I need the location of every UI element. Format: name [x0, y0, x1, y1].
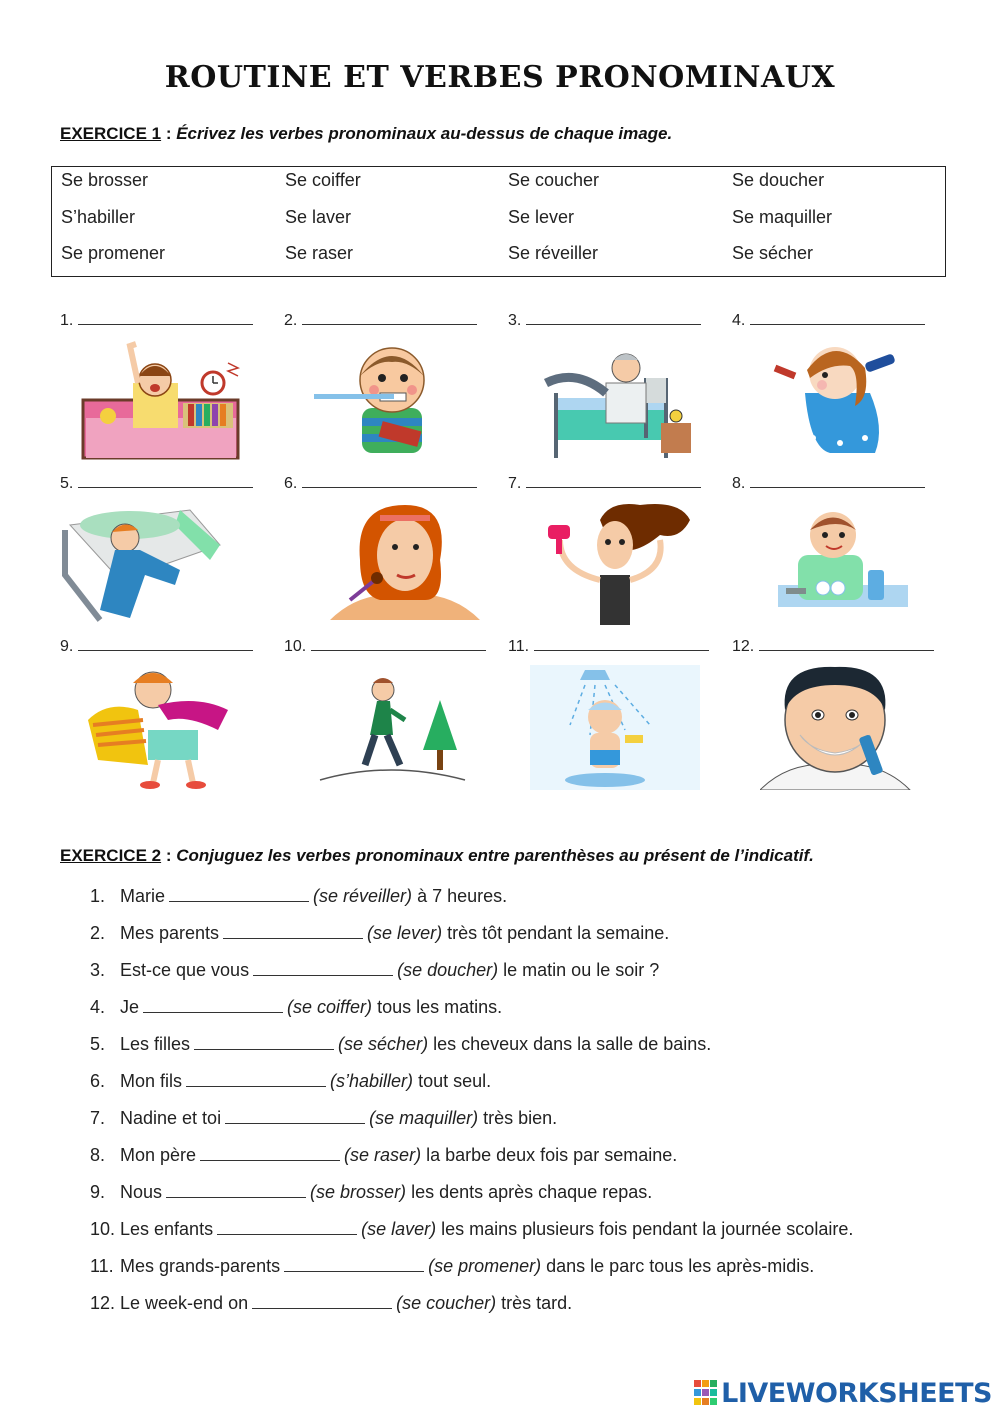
logo-text: LIVEWORKSHEETS	[721, 1377, 992, 1409]
sentence-verb: (se sécher)	[338, 1034, 429, 1054]
sentence-item	[90, 1070, 853, 1107]
answer-blank[interactable]	[166, 1181, 306, 1198]
answer-blank[interactable]	[253, 959, 393, 976]
answer-blank[interactable]	[78, 310, 253, 325]
sentence-verb: (se réveiller)	[313, 886, 413, 906]
sentence-verb: (se coiffer)	[287, 997, 373, 1017]
answer-blank[interactable]	[223, 922, 363, 939]
sentence-number: 7.	[90, 1108, 106, 1128]
answer-blank[interactable]	[78, 473, 253, 488]
exercise2-colon: :	[161, 846, 177, 865]
sentence-subject: Mes parents	[120, 923, 220, 943]
answer-blank[interactable]	[302, 473, 477, 488]
sentence-verb: (se brosser)	[310, 1182, 407, 1202]
word-bank-item: S’habiller	[61, 207, 136, 227]
sentence-item	[90, 959, 853, 996]
sentence-number: 3.	[90, 960, 106, 980]
item-number: 10.	[284, 638, 307, 655]
answer-blank[interactable]	[750, 473, 925, 488]
exercise1-label: EXERCICE 1	[60, 124, 162, 143]
item-number: 9.	[60, 638, 74, 655]
answer-item-8	[732, 473, 925, 493]
getting-up-illustration	[526, 338, 696, 463]
exercise2-label: EXERCICE 2	[60, 846, 162, 865]
sentence-rest: les mains plusieurs fois pendant la journée scolaire.	[441, 1219, 854, 1239]
sentence-subject: Les enfants	[120, 1219, 214, 1239]
answer-blank[interactable]	[200, 1144, 340, 1161]
item-number: 5.	[60, 475, 74, 492]
sentence-rest: à 7 heures.	[417, 886, 508, 906]
word-bank-item: Se maquiller	[732, 207, 833, 227]
exercise2-instruction: Conjuguez les verbes pronominaux entre parenthèses au présent de l’indicatif.	[176, 846, 814, 865]
word-bank-item: Se laver	[285, 207, 352, 227]
sentence-rest: tout seul.	[418, 1071, 492, 1091]
sentence-number: 5.	[90, 1034, 106, 1054]
sentence-item	[90, 1218, 853, 1255]
sentence-rest: le matin ou le soir ?	[503, 960, 660, 980]
answer-item-5	[60, 473, 253, 493]
makeup-illustration	[320, 500, 490, 625]
drying-hair-illustration	[540, 500, 710, 625]
sentence-number: 8.	[90, 1145, 106, 1165]
sentence-item	[90, 1033, 853, 1070]
word-bank	[51, 166, 946, 277]
sentence-rest: la barbe deux fois par semaine.	[426, 1145, 678, 1165]
sentence-verb: (se coucher)	[396, 1293, 497, 1313]
word-bank-item: Se doucher	[732, 170, 825, 190]
answer-blank[interactable]	[169, 885, 309, 902]
getting-dressed-illustration	[78, 665, 248, 790]
answer-blank[interactable]	[534, 636, 709, 651]
sentence-item	[90, 1144, 853, 1181]
sentence-number: 12.	[90, 1293, 116, 1313]
sentence-number: 2.	[90, 923, 106, 943]
sentence-rest: tous les matins.	[377, 997, 503, 1017]
exercise1-heading	[60, 124, 672, 144]
answer-blank[interactable]	[78, 636, 253, 651]
answer-blank[interactable]	[252, 1292, 392, 1309]
answer-item-12	[732, 636, 934, 656]
sentence-item	[90, 1292, 853, 1329]
exercise1-colon: :	[161, 124, 177, 143]
liveworksheets-logo[interactable]	[694, 1378, 992, 1408]
item-number: 2.	[284, 312, 298, 329]
item-number: 12.	[732, 638, 755, 655]
sentence-rest: les dents après chaque repas.	[411, 1182, 653, 1202]
answer-item-7	[508, 473, 701, 493]
exercise1-instruction: Écrivez les verbes pronominaux au-dessus de chaque image.	[176, 124, 673, 143]
walking-illustration	[305, 665, 475, 790]
item-number: 3.	[508, 312, 522, 329]
answer-blank[interactable]	[311, 636, 486, 651]
sentence-subject: Le week-end on	[120, 1293, 249, 1313]
word-bank-item: Se réveiller	[508, 243, 599, 263]
answer-item-10	[284, 636, 486, 656]
page-title: ROUTINE ET VERBES PRONOMINAUX	[164, 60, 836, 95]
sentence-subject: Nadine et toi	[120, 1108, 222, 1128]
answer-blank[interactable]	[302, 310, 477, 325]
sentence-rest: très bien.	[483, 1108, 558, 1128]
item-number: 7.	[508, 475, 522, 492]
sentence-verb: (se lever)	[367, 923, 443, 943]
sentence-verb: (se laver)	[361, 1219, 437, 1239]
item-number: 4.	[732, 312, 746, 329]
answer-blank[interactable]	[759, 636, 934, 651]
sentence-verb: (se maquiller)	[369, 1108, 479, 1128]
answer-item-2	[284, 310, 477, 330]
showering-illustration	[530, 665, 700, 790]
answer-blank[interactable]	[225, 1107, 365, 1124]
going-to-bed-illustration	[60, 500, 230, 625]
sentence-item	[90, 996, 853, 1033]
word-bank-item: Se raser	[285, 243, 354, 263]
sentence-subject: Marie	[120, 886, 166, 906]
sentence-verb: (se raser)	[344, 1145, 422, 1165]
word-bank-item: Se lever	[508, 207, 575, 227]
sentence-rest: très tôt pendant la semaine.	[447, 923, 670, 943]
brushing-hair-illustration	[770, 338, 940, 463]
word-bank-item: Se coucher	[508, 170, 600, 190]
answer-blank[interactable]	[526, 310, 701, 325]
sentence-number: 10.	[90, 1219, 116, 1239]
sentence-subject: Mes grands-parents	[120, 1256, 281, 1276]
sentence-number: 6.	[90, 1071, 106, 1091]
washing-hands-illustration	[768, 500, 938, 625]
answer-blank[interactable]	[284, 1255, 424, 1272]
answer-item-11	[508, 636, 709, 656]
sentence-rest: dans le parc tous les après-midis.	[546, 1256, 815, 1276]
exercise2-sentence-list	[90, 885, 853, 1329]
answer-blank[interactable]	[750, 310, 925, 325]
answer-item-3	[508, 310, 701, 330]
sentence-subject: Est-ce que vous	[120, 960, 250, 980]
sentence-number: 11.	[90, 1256, 114, 1276]
word-bank-item: Se brosser	[61, 170, 149, 190]
answer-item-4	[732, 310, 925, 330]
word-bank-item: Se sécher	[732, 243, 814, 263]
sentence-item	[90, 1107, 853, 1144]
sentence-item	[90, 885, 853, 922]
answer-blank[interactable]	[143, 996, 283, 1013]
item-number: 8.	[732, 475, 746, 492]
word-bank-item: Se promener	[61, 243, 166, 263]
sentence-number: 9.	[90, 1182, 106, 1202]
liveworksheets-logo-icon	[694, 1380, 718, 1406]
sentence-number: 4.	[90, 997, 106, 1017]
sentence-rest: les cheveux dans la salle de bains.	[433, 1034, 712, 1054]
sentence-verb: (se promener)	[428, 1256, 542, 1276]
answer-blank[interactable]	[217, 1218, 357, 1235]
waking-up-illustration	[78, 338, 248, 463]
sentence-subject: Mon fils	[120, 1071, 183, 1091]
answer-blank[interactable]	[526, 473, 701, 488]
sentence-subject: Les filles	[120, 1034, 191, 1054]
answer-item-9	[60, 636, 253, 656]
sentence-subject: Je	[120, 997, 140, 1017]
answer-item-1	[60, 310, 253, 330]
item-number: 11.	[508, 638, 530, 655]
answer-blank[interactable]	[194, 1033, 334, 1050]
sentence-subject: Nous	[120, 1182, 163, 1202]
answer-blank[interactable]	[186, 1070, 326, 1087]
word-bank-item: Se coiffer	[285, 170, 361, 190]
sentence-item	[90, 1181, 853, 1218]
sentence-item	[90, 922, 853, 959]
item-number: 1.	[60, 312, 74, 329]
shaving-illustration	[760, 665, 930, 790]
sentence-number: 1.	[90, 886, 106, 906]
sentence-item	[90, 1255, 853, 1292]
item-number: 6.	[284, 475, 298, 492]
sentence-rest: très tard.	[501, 1293, 573, 1313]
answer-item-6	[284, 473, 477, 493]
exercise2-heading	[60, 846, 814, 866]
sentence-verb: (se doucher)	[397, 960, 499, 980]
brushing-teeth-illustration	[302, 338, 472, 463]
sentence-verb: (s’habiller)	[330, 1071, 414, 1091]
sentence-subject: Mon père	[120, 1145, 197, 1165]
